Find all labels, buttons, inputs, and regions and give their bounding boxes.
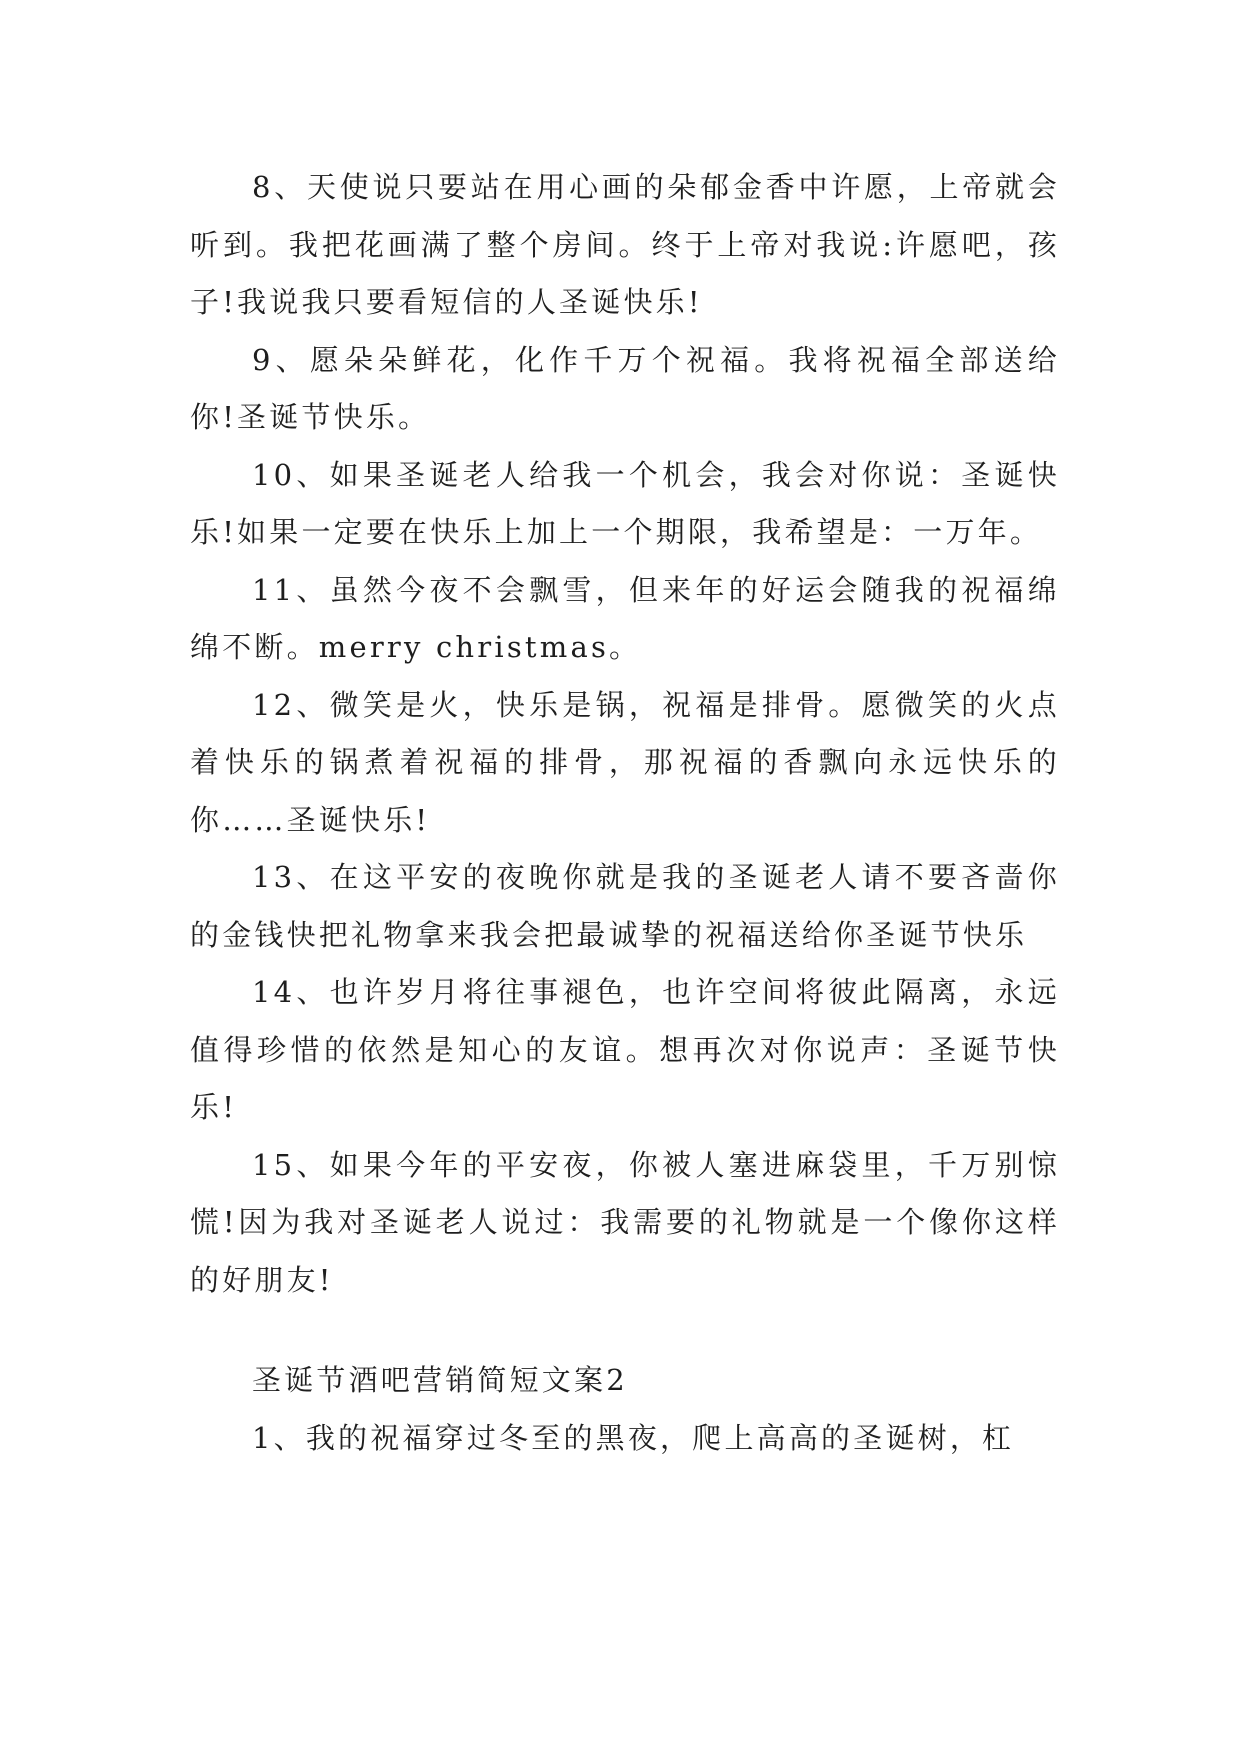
paragraph-15: 15、如果今年的平安夜，你被人塞进麻袋里，千万别惊慌!因为我对圣诞老人说过：我需要的礼物就是一个像你这样的好朋友! (190, 1147, 1060, 1297)
paragraph-14: 14、也许岁月将往事褪色，也许空间将彼此隔离，永远值得珍惜的依然是知心的友谊。想再次对你说声：圣诞节快乐! (190, 975, 1060, 1124)
section-heading: 圣诞节酒吧营销简短文案2 (252, 1363, 628, 1397)
paragraph-12: 12、微笑是火，快乐是锅，祝福是排骨。愿微笑的火点着快乐的锅煮着祝福的排骨，那祝福的香飘向永远快乐的你……圣诞快乐! (190, 687, 1060, 837)
paragraph-13: 13、在这平安的夜晚你就是我的圣诞老人请不要吝啬你的金钱快把礼物拿来我会把最诚挚的祝福送给你圣诞节快乐 (190, 860, 1060, 952)
paragraph-9: 9、愿朵朵鲜花，化作千万个祝福。我将祝福全部送给你!圣诞节快乐。 (190, 342, 1060, 434)
section-paragraph-1: 1、我的祝福穿过冬至的黑夜，爬上高高的圣诞树，杠 (252, 1420, 1015, 1455)
paragraph-11: 11、虽然今夜不会飘雪，但来年的好运会随我的祝福绵绵不断。merry christmas。 (190, 572, 1060, 664)
paragraph-10: 10、如果圣诞老人给我一个机会，我会对你说：圣诞快乐!如果一定要在快乐上加上一个期限，我希望是：一万年。 (190, 457, 1060, 549)
paragraph-8: 8、天使说只要站在用心画的朵郁金香中许愿，上帝就会听到。我把花画满了整个房间。终于上帝对我说:许愿吧，孩子!我说我只要看短信的人圣诞快乐! (190, 170, 1060, 319)
document-body (190, 159, 1060, 1467)
